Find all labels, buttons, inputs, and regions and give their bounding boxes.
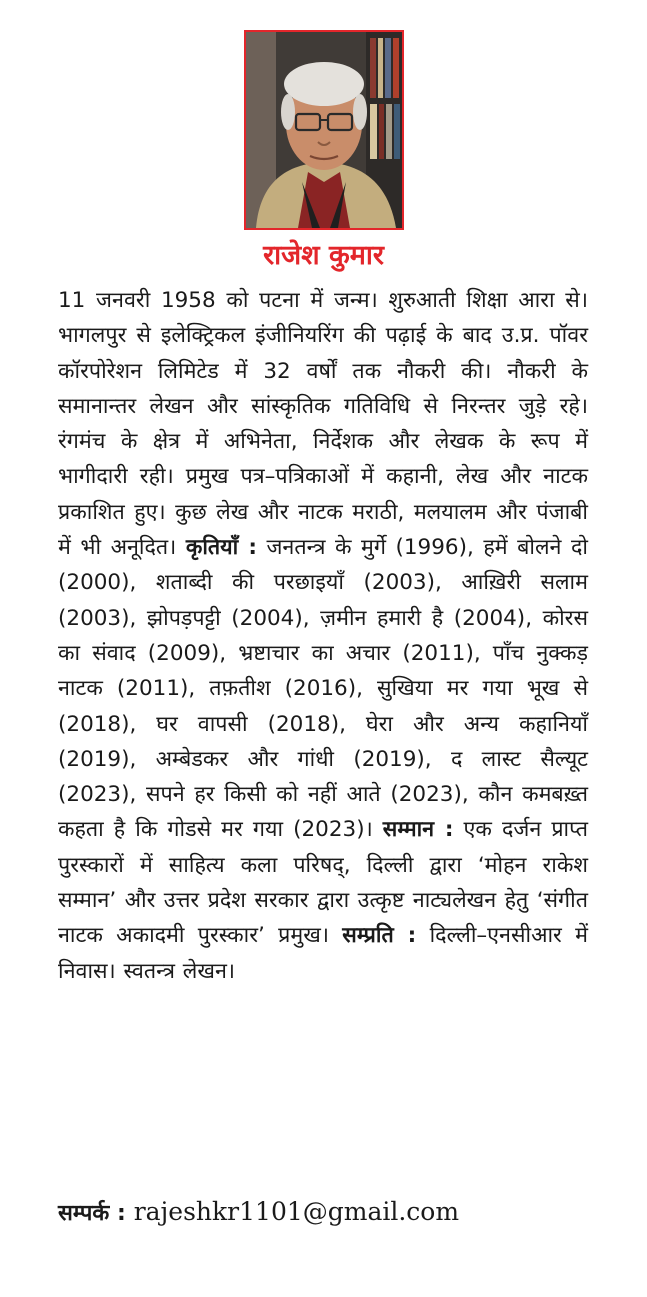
contact-line xyxy=(58,1192,618,1234)
current-text: दिल्ली–एनसीआर में निवास। स्वतन्त्र लेखन। xyxy=(58,923,588,984)
bio-intro: 11 जनवरी 1958 को पटना में जन्म। शुरुआती शिक्षा आरा से। भागलपुर से इलेक्ट्रिकल इंजीनियरिंग की पढ़ाई के बाद उ.प्र. पॉवर कॉरपोरेशन लिमिटेड में 32 वर्षों तक नौकरी की। नौकरी के समानान्तर लेखन और सांस्कृतिक गतिविधि से निरन्तर जुड़े रहे। रंगमंच के क्षेत्र में अभिनेता, निर्देशक और लेखक के रूप में भागीदारी रही। प्रमुख पत्र–पत्रिकाओं में कहानी, लेख और नाटक प्रकाशित हुए। कुछ लेख और नाटक मराठी, मलयालम और पंजाबी में भी अनूदित। xyxy=(58,288,588,561)
current-label: सम्प्रति : xyxy=(342,923,417,949)
contact-email[interactable]: rajeshkr1101@gmail.com xyxy=(133,1197,460,1226)
author-name: राजेश कुमार xyxy=(263,240,384,271)
author-bio xyxy=(58,283,588,989)
author-portrait-image xyxy=(246,32,402,228)
author-photo xyxy=(244,30,404,230)
honors-text: एक दर्जन प्राप्त पुरस्कारों में साहित्य कला परिषद्, दिल्ली द्वारा ‘मोहन राकेश सम्मान’ और उत्तर प्रदेश सरकार द्वारा उत्कृष्ट नाट्यलेखन हेतु ‘संगीत नाटक अकादमी पुरस्कार’ प्रमुख। xyxy=(58,817,588,949)
honors-label: सम्मान : xyxy=(382,817,454,843)
works-list: जनतन्त्र के मुर्गे (1996), हमें बोलने दो (2000), शताब्दी की परछाइयाँ (2003), आख़िरी सलाम (2003), झोपड़पट्टी (2004), ज़मीन हमारी है (2004), कोरस का संवाद (2009), भ्रष्टाचार का अचार (2011), पाँच नुक्कड़ नाटक (2011), तफ़तीश (2016), सुखिया मर गया भूख से (2018), घर वापसी (2018), घेरा और अन्य कहानियाँ (2019), अम्बेडकर और गांधी (2019), द लास्ट सैल्यूट (2023), सपने हर किसी को नहीं आते (2023), कौन कमबख़्त कहता है कि गोडसे मर गया (2023)। xyxy=(58,535,588,843)
contact-label: सम्पर्क : xyxy=(58,1201,126,1226)
works-label: कृतियाँ : xyxy=(185,535,257,561)
